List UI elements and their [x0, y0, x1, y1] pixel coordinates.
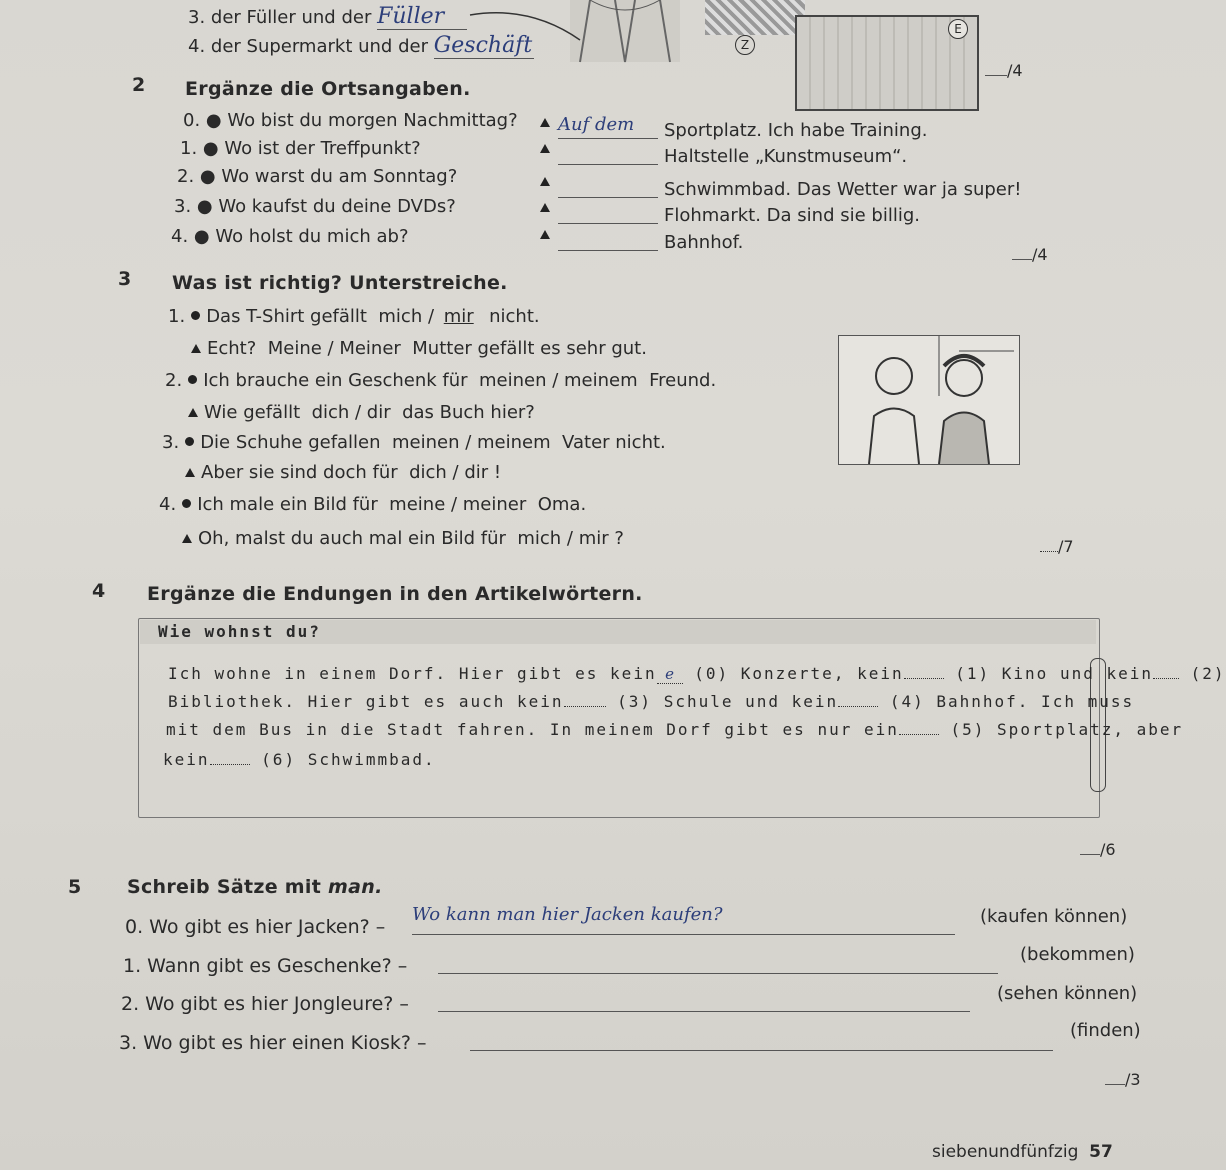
task3-line	[182, 402, 535, 423]
top-line-4-answer: Geschäft	[433, 33, 533, 58]
task3-text: Echt? Meine / Meiner Mutter gefällt es sehr gut.	[207, 338, 647, 359]
task3-marker: 1.	[168, 306, 186, 327]
task2-question: 2. ● Wo warst du am Sonntag?	[177, 166, 458, 187]
task3-text: Das T-Shirt gefällt mich /	[206, 306, 440, 327]
triangle-icon	[191, 344, 201, 353]
task3-title: Was ist richtig? Unterstreiche.	[172, 272, 508, 294]
task3-line	[179, 462, 501, 483]
task2-answer-blank[interactable]	[558, 226, 658, 251]
task2-answer-blank[interactable]	[558, 199, 658, 224]
page-footer: siebenundfünfzig 57	[932, 1142, 1113, 1162]
triangle-icon	[540, 144, 550, 153]
task5-hint: (kaufen können)	[980, 906, 1128, 927]
bullet-dot-icon	[182, 499, 191, 508]
task3-number: 3	[118, 268, 132, 290]
task3-text-after: nicht.	[477, 306, 540, 327]
task2-title: Ergänze die Ortsangaben.	[185, 78, 471, 100]
task4-number: 4	[92, 580, 106, 602]
task3-line	[168, 306, 540, 327]
two-girls-illustration	[838, 335, 1020, 465]
task2-number: 2	[132, 74, 146, 96]
task2-answer-rest: Sportplatz. Ich habe Training.	[664, 120, 928, 141]
task2-answer-rest: Flohmarkt. Da sind sie billig.	[664, 205, 920, 226]
task3-marker: 3.	[162, 432, 180, 453]
task4-box	[138, 618, 1100, 818]
task3-text: Wie gefällt dich / dir das Buch hier?	[204, 402, 535, 423]
task4-blank-5[interactable]	[899, 734, 939, 735]
task2-answer-blank[interactable]	[558, 140, 658, 165]
task5-answer-field[interactable]	[470, 1020, 1053, 1051]
task2-answer-blank[interactable]	[558, 173, 658, 198]
task4-box-title: Wie wohnst du?	[140, 620, 1096, 644]
task4-score: /6	[1080, 840, 1116, 859]
page-number: 57	[1089, 1142, 1113, 1162]
top-line-4: 4. der Supermarkt und der Geschäft	[188, 33, 533, 58]
triangle-icon	[182, 534, 192, 543]
task4-line-4: kein (6) Schwimmbad.	[163, 750, 436, 769]
bullet-dot-icon	[191, 311, 200, 320]
task2-answer-rest: Bahnhof.	[664, 232, 744, 253]
top-line-3: 3. der Füller und der Füller	[188, 4, 467, 30]
task2-answer-rest: Schwimmbad. Das Wetter war ja super!	[664, 179, 1022, 200]
task4-line-2: Bibliothek. Hier gibt es auch kein (3) Schule und kein (4) Bahnhof. Ich muss	[168, 692, 1135, 711]
picture-label-z: Z	[735, 35, 755, 55]
triangle-icon	[540, 177, 550, 186]
bullet-dot-icon	[185, 437, 194, 446]
triangle-icon	[540, 230, 550, 239]
task3-text: Aber sie sind doch für dich / dir !	[201, 462, 502, 483]
task4-blank-4[interactable]	[838, 706, 878, 707]
top-line-3-answer: Füller	[377, 4, 467, 30]
task5-hint: (sehen können)	[997, 983, 1138, 1004]
task2-answer-rest: Haltstelle „Kunstmuseum“.	[664, 146, 908, 167]
task5-title: Schreib Sätze mit man.	[127, 876, 383, 898]
task5-answer-field[interactable]	[438, 981, 970, 1012]
task3-text: Ich brauche ein Geschenk für meinen / meinem Freund.	[203, 370, 717, 391]
task3-text: Oh, malst du auch mal ein Bild für mich / mir ?	[198, 528, 624, 549]
task5-question: 3. Wo gibt es hier einen Kiosk? –	[119, 1032, 427, 1054]
top-score: /4	[985, 61, 1023, 80]
umbrella-illustration	[705, 0, 805, 35]
task4-answer-0: e	[657, 665, 683, 684]
triangle-icon	[188, 408, 198, 417]
task4-blank-1[interactable]	[904, 678, 944, 679]
task3-marker: 2.	[165, 370, 183, 391]
task4-line-1: Ich wohne in einem Dorf. Hier gibt es kein e (0) Konzerte, kein (1) Kino und kein (2)	[168, 664, 1226, 683]
task2-answer-blank[interactable]: Auf dem	[558, 114, 658, 139]
task5-question: 2. Wo gibt es hier Jongleure? –	[121, 993, 409, 1015]
task4-blank-3[interactable]	[564, 706, 606, 707]
bullet-dot-icon	[188, 375, 197, 384]
task2-question: 1. ● Wo ist der Treffpunkt?	[180, 138, 421, 159]
task3-line	[176, 528, 624, 549]
task5-score: /3	[1105, 1070, 1141, 1089]
task3-text: Ich male ein Bild für meine / meiner Oma.	[197, 494, 587, 515]
task3-score: /7	[1040, 537, 1074, 556]
task5-answer-field[interactable]	[438, 943, 998, 974]
triangle-icon	[185, 468, 195, 477]
task2-question: 0. ● Wo bist du morgen Nachmittag?	[183, 110, 518, 131]
picture-label-e: E	[948, 19, 968, 39]
triangle-icon	[540, 203, 550, 212]
task3-underlined-answer: mir	[443, 306, 474, 327]
task3-line	[165, 370, 716, 391]
task2-question: 3. ● Wo kaufst du deine DVDs?	[174, 196, 456, 217]
task3-line	[159, 494, 586, 515]
task4-blank-2[interactable]	[1153, 678, 1179, 679]
task5-answer-field[interactable]: Wo kann man hier Jacken kaufen?	[412, 904, 955, 935]
triangle-icon	[540, 118, 550, 127]
task4-title: Ergänze die Endungen in den Artikelwörtern.	[147, 583, 643, 605]
task2-score: /4	[1012, 245, 1048, 264]
task5-hint: (bekommen)	[1020, 944, 1135, 965]
task5-question: 1. Wann gibt es Geschenke? –	[123, 955, 408, 977]
task5-number: 5	[68, 876, 82, 898]
task2-question: 4. ● Wo holst du mich ab?	[171, 226, 409, 247]
task3-line	[185, 338, 647, 359]
task3-marker: 4.	[159, 494, 177, 515]
task3-text: Die Schuhe gefallen meinen / meinem Vater nicht.	[200, 432, 666, 453]
task4-line-3: mit dem Bus in die Stadt fahren. In meinem Dorf gibt es nur ein (5) Sportplatz, aber	[166, 720, 1184, 739]
task4-blank-6[interactable]	[210, 764, 250, 765]
task5-hint: (finden)	[1070, 1020, 1141, 1041]
task5-question: 0. Wo gibt es hier Jacken? –	[125, 916, 386, 938]
task3-line	[162, 432, 666, 453]
